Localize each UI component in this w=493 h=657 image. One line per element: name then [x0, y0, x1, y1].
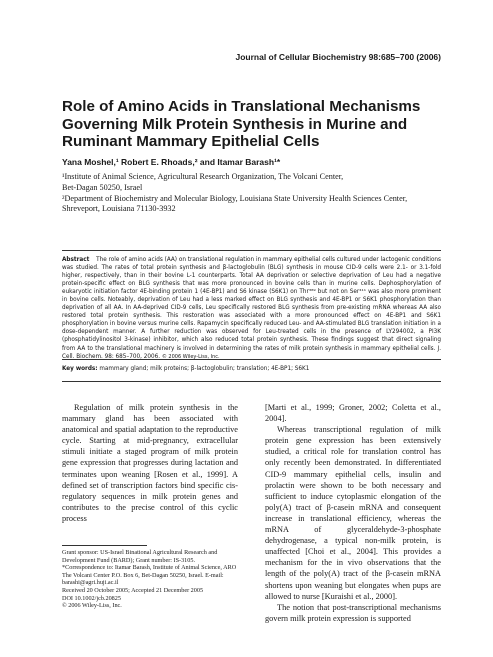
affiliation-line: ²Department of Biochemistry and Molecular Biology, Louisiana State University Health Sciences Center, [62, 193, 408, 203]
author-list: Yana Moshel,¹ Robert E. Rhoads,² and Itamar Barash¹* [62, 157, 281, 167]
body-paragraph-continued: [Marti et al., 1999; Groner, 2002; Coletta et al., 2004]. [265, 403, 441, 424]
affiliations [62, 172, 442, 215]
footnote-dates: Received 20 October 2005; Accepted 21 December 2005 [62, 586, 204, 594]
abstract-text: The role of amino acids (AA) on translational regulation in mammary epithelial cells cultured under lactogenic conditions was studied. The rates of total protein synthesis and β-lactoglobulin (BLG) synthesis in mouse CID-9 cells were 2.1- or 3.1-fold higher, respectively, than in their bovine L-1 counterparts. Total AA deprivation or selective deprivation of Leu had a negative protein-specific effect on BLG synthesis that was more pronounced in bovine cells than in murine cells. Dephosphorylation of eukaryotic initiation factor 4E-binding protein 1 (4E-BP1) and S6 kinase (S6K1) on Thr³⁸⁹ but not on Ser⁴¹¹ was also more prominent in bovine cells. Noteably, deprivation of Leu had a less marked effect on BLG synthesis and 4E-BP1 or S6K1 phosphorylation than deprivation of all AA. In AA-deprived CID-9 cells, Leu specifically restored BLG synthesis from pre-existing mRNA whereas AA also restored total protein synthesis. This restoration was associated with a more pronounced effect on 4E-BP1 and S6K1 phosphorylation in bovine versus murine cells. Rapamycin specifically reduced Leu- and AA-stimulated BLG translation initiation in a dose-dependent manner. A further reduction was observed for Leu-treated cells in the presence of LY294002, a PI3K (phosphatidylinositol 3-kinase) inhibitor, which also reduced total protein synthesis. These findings suggest that direct signaling from AA to the translational machinery is involved in determining the rates of milk protein synthesis in mammary epithelial cells. J. Cell. Biochem. 98: 685–700, 2006. [62, 257, 441, 360]
body-column-left [62, 402, 238, 524]
footnote-grant: Grant sponsor: US-Israel Binational Agricultural Research and Development Fund (BARD); Grant number: IS-3105. [62, 549, 218, 564]
abstract-copyright: © 2006 Wiley-Liss, Inc. [161, 353, 220, 360]
keywords-label: Key words: [62, 366, 98, 372]
abstract-label: Abstract [62, 257, 90, 263]
footnotes [62, 549, 242, 610]
footnote-doi: DOI 10.1002/jcb.20825 [62, 594, 121, 602]
body-paragraph: The notion that post-transcriptional mechanisms govern milk protein expression is supported [265, 602, 441, 623]
footnote-copyright: © 2006 Wiley-Liss, Inc. [62, 602, 122, 610]
keywords-text: mammary gland; milk proteins; β-lactoglobulin; translation; 4E-BP1; S6K1 [99, 366, 310, 372]
body-paragraph: Whereas transcriptional regulation of milk protein gene expression has been extensively studied, a critical role for translation control has only recently been demonstrated. In differentiated CID-9 mammary epithelial cells, insulin and prolactin were shown to be both necessary and sufficient to induce cytoplasmic elongation of the poly(A) tract of β-casein mRNA and consequent increase in translational efficiency, whereas the mRNA of glyceraldehyde-3-phosphate dehydrogenase, a typical non-milk protein, is unaffected [Choi et al., 2004]. This provides a mechanism for the in vivo observations that the length of the poly(A) tract of the β-casein mRNA shortens upon weaning but elongates when pups are allowed to nurse [Kuraishi et al., 2000]. [265, 425, 441, 601]
footnote-rule [62, 545, 147, 546]
affiliation-line: Shreveport, Louisiana 71130-3932 [62, 204, 176, 214]
keywords [62, 366, 441, 372]
body-column-right [265, 402, 441, 624]
journal-header: Journal of Cellular Biochemistry 98:685–700 (2006) [235, 52, 441, 62]
abstract [62, 256, 441, 361]
footnote-correspondence: *Correspondence to: Itamar Barash, Institute of Animal Science, ARO The Volcani Center P.O. Box 6, Bet-Dagan 50250, Israel. E-mail: barashi@agri.huji.ac.il [62, 564, 237, 587]
affiliation-line: Bet-Dagan 50250, Israel [62, 182, 143, 192]
article-title: Role of Amino Acids in Translational Mechanisms Governing Milk Protein Synthesis in Murine and Ruminant Mammary Epithelial Cells [62, 98, 421, 150]
affiliation-line: ¹Institute of Animal Science, Agricultural Research Organization, The Volcani Center, [62, 172, 344, 181]
keywords-bottom-rule [62, 381, 441, 382]
abstract-bottom-rule [62, 359, 441, 360]
abstract-top-rule [62, 250, 441, 251]
body-paragraph: Regulation of milk protein synthesis in the mammary gland has been associated with anatomical and spatial adaptation to the reproductive cycle. Starting at mid-pregnancy, extracellular stimuli initiate a staged program of milk protein gene expression that progresses during lactation and terminates upon weaning [Rosen et al., 1999]. A defined set of transcription factors bind specific cis-regulatory sequences in milk protein genes and contributes to the precise control of this cyclic process [62, 403, 238, 523]
